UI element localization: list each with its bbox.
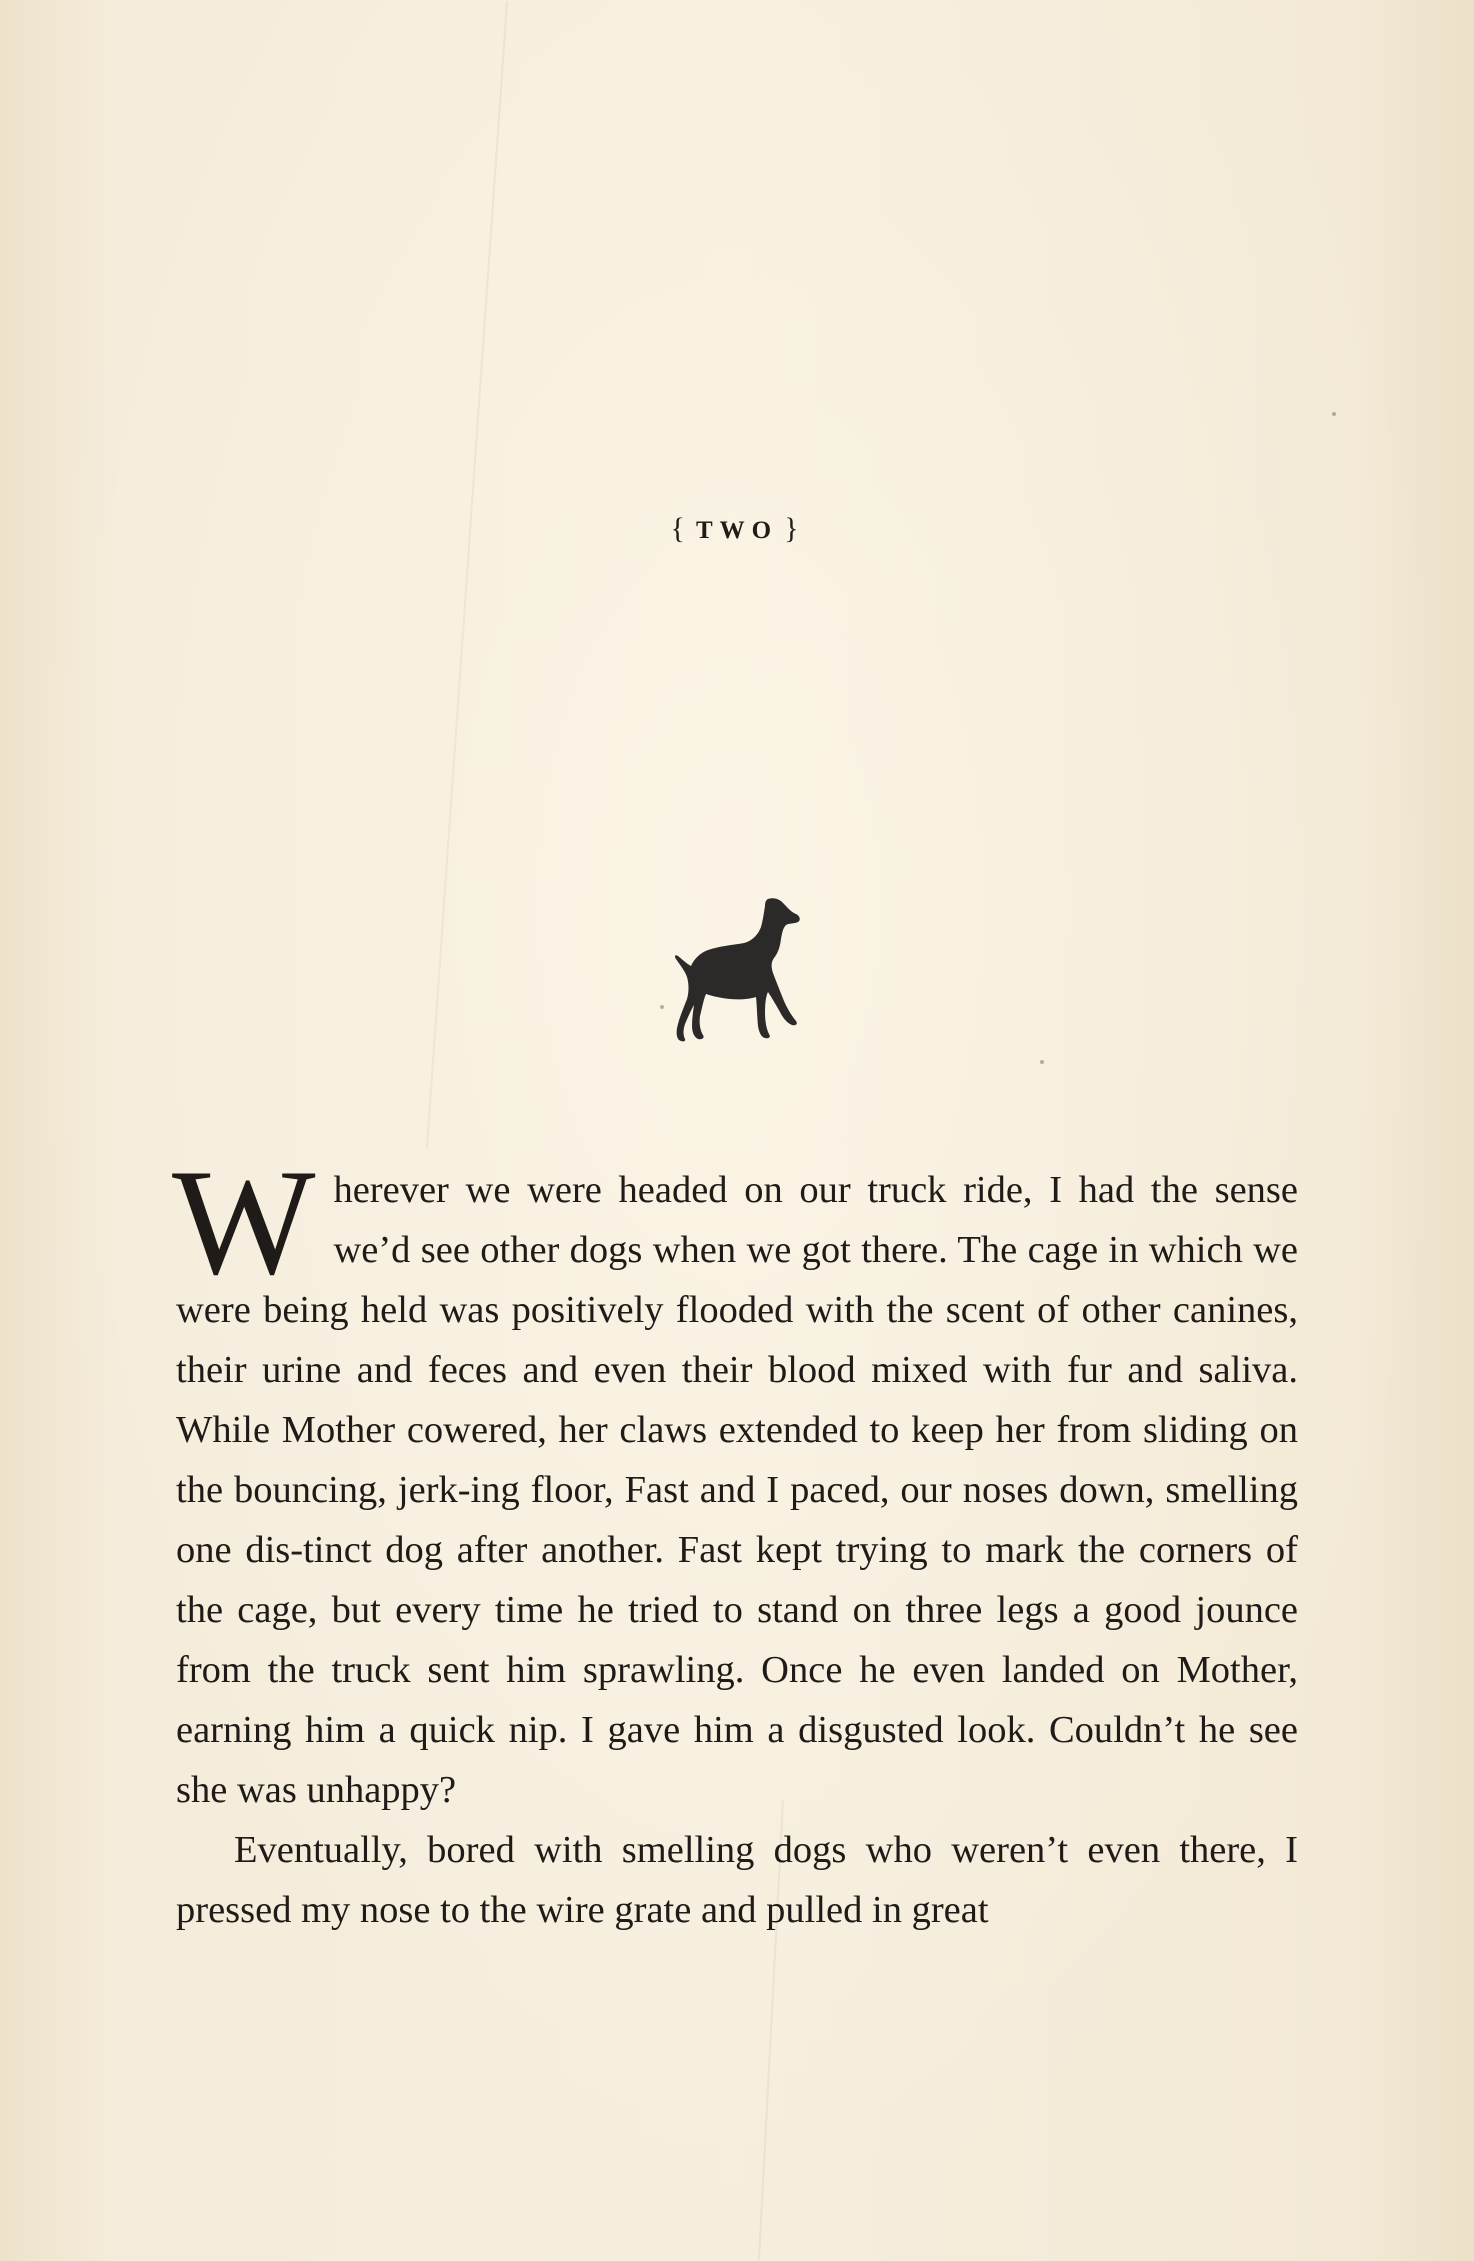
paper-speck: [1040, 1060, 1044, 1064]
chapter-title: TWO: [695, 517, 779, 544]
paragraph: [176, 1820, 1298, 1940]
chapter-body: [172, 1138, 1298, 1940]
paragraph: [172, 1138, 1298, 1820]
chapter-close-brace: }: [784, 512, 804, 545]
paragraph-text: Eventually, bored with smelling dogs who weren’t even there, I pressed my nose to the wire grate and pulled in great: [176, 1829, 1298, 1931]
paper-speck: [1332, 412, 1336, 416]
paragraph-text: herever we were headed on our truck ride, I had the sense we’d see other dogs when we got there. The cage in which we were being held was positively flooded with the scent of other canines, their urine and feces and even their blood mixed with fur and saliva. While Mother cowered, her claws extended to keep her from sliding on the bouncing, jerk-ing floor, Fast and I paced, our noses down, smelling one dis-tinct dog after another. Fast kept trying to mark the corners of the cage, but every time he tried to stand on three legs a good jounce from the truck sent him sprawling. Once he even landed on Mother, earning him a quick nip. I gave him a disgusted look. Couldn’t he see she was unhappy?: [176, 1169, 1298, 1811]
dog-silhouette-icon: [670, 895, 802, 1042]
paper-speck: [660, 1005, 664, 1009]
drop-cap: W: [172, 1138, 316, 1306]
chapter-open-brace: {: [670, 512, 690, 545]
chapter-heading: [0, 512, 1474, 546]
page-crease: [426, 1, 508, 1148]
